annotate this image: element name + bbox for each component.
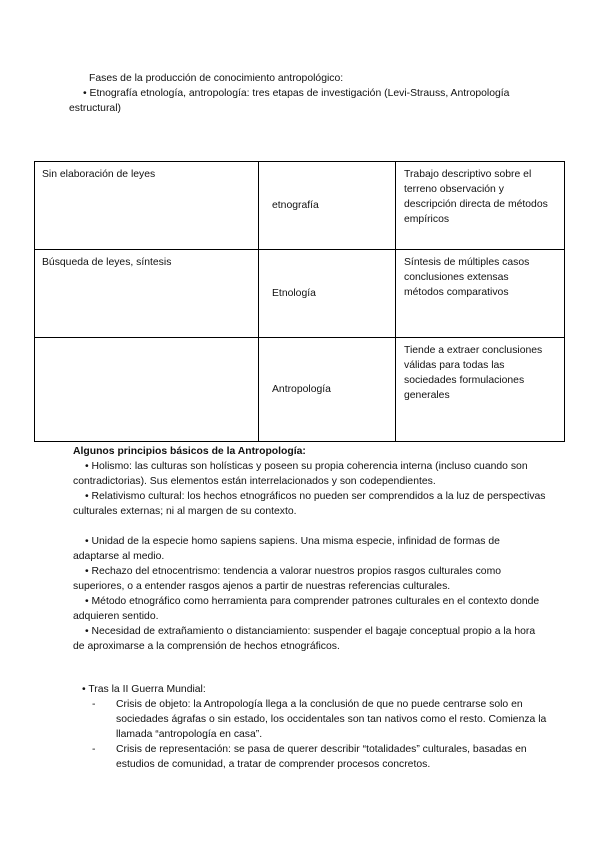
description-line: empíricos xyxy=(404,214,450,225)
description-line: métodos comparativos xyxy=(404,287,509,298)
table-cell-criterion: Búsqueda de leyes, síntesis xyxy=(35,250,259,338)
principle-line: • Rechazo del etnocentrismo: tendencia a valorar nuestros propios rasgos culturales como xyxy=(85,566,502,577)
principle-item xyxy=(73,489,573,519)
description-line: conclusiones extensas xyxy=(404,272,509,283)
intro-heading: Fases de la producción de conocimiento antropológico: xyxy=(89,73,344,84)
table-cell-description xyxy=(396,338,565,442)
table-cell-phase: etnografía xyxy=(259,162,396,250)
principle-line: • Unidad de la especie homo sapiens sapiens. Una misma especie, infinidad de formas de xyxy=(85,536,500,547)
description-line: generales xyxy=(404,390,450,401)
intro-bullet-line-2: estructural) xyxy=(69,103,121,114)
postwar-line: Crisis de objeto: la Antropología llega a la conclusión de que no puede centrarse solo en xyxy=(116,699,523,710)
principle-line: de aproximarse a la comprensión de hechos etnográficos. xyxy=(73,641,340,652)
description-line: Trabajo descriptivo sobre el xyxy=(404,169,532,180)
intro-section xyxy=(69,71,573,116)
principle-item xyxy=(73,594,573,624)
intro-bullet-line-1: • Etnografía etnología, antropología: tres etapas de investigación (Levi-Strauss, Antropología xyxy=(83,88,510,99)
principle-line: • Necesidad de extrañamiento o distanciamiento: suspender el bagaje conceptual propio a la hora xyxy=(85,626,536,637)
postwar-section xyxy=(78,682,573,772)
principle-line: adquieren sentido. xyxy=(73,611,159,622)
dash-marker: - xyxy=(92,744,96,755)
phases-table xyxy=(34,161,565,442)
postwar-line: sociedades ágrafas o sin estado, los occidentales son tan nativos como el resto. Comienza la xyxy=(116,714,547,725)
description-line: Síntesis de múltiples casos xyxy=(404,257,530,268)
principle-line: adaptarse al medio. xyxy=(73,551,165,562)
principle-item xyxy=(73,534,573,564)
principle-line: culturales externas; ni al margen de su contexto. xyxy=(73,506,297,517)
table-row xyxy=(35,162,565,250)
table-row xyxy=(35,250,565,338)
postwar-line: Crisis de representación: se pasa de querer describir “totalidades” culturales, basadas en xyxy=(116,744,527,755)
table-cell-criterion xyxy=(35,338,259,442)
postwar-bullet: • Tras la II Guerra Mundial: xyxy=(82,684,206,695)
principle-line: superiores, o a entender rasgos ajenos a partir de nuestras referencias culturales. xyxy=(73,581,451,592)
principle-item xyxy=(73,624,573,654)
table-cell-phase: Antropología xyxy=(259,338,396,442)
table-cell-description xyxy=(396,250,565,338)
postwar-item xyxy=(84,742,573,772)
description-line: sociedades formulaciones xyxy=(404,375,525,386)
description-line: Tiende a extraer conclusiones xyxy=(404,345,543,356)
principle-line: • Método etnográfico como herramienta para comprender patrones culturales en el contexto donde xyxy=(85,596,540,607)
dash-marker: - xyxy=(92,699,96,710)
principle-line: • Relativismo cultural: los hechos etnográficos no pueden ser comprendidos a la luz de perspectivas xyxy=(85,491,546,502)
table-row xyxy=(35,338,565,442)
table-cell-description xyxy=(396,162,565,250)
description-line: terreno observación y xyxy=(404,184,504,195)
postwar-line: estudios de comunidad, a tratar de comprender procesos concretos. xyxy=(116,759,431,770)
principle-line: contradictorias). Sus elementos están interrelacionados y son codependientes. xyxy=(73,476,436,487)
postwar-line: llamada “antropología en casa”. xyxy=(116,729,263,740)
principle-line: • Holismo: las culturas son holísticas y poseen su propia coherencia interna (incluso cuando son xyxy=(85,461,528,472)
spacer xyxy=(73,519,573,534)
table-cell-criterion: Sin elaboración de leyes xyxy=(35,162,259,250)
principles-title: Algunos principios básicos de la Antropología: xyxy=(73,446,306,457)
principles-section xyxy=(73,444,573,654)
principle-item xyxy=(73,459,573,489)
table-cell-phase: Etnología xyxy=(259,250,396,338)
principle-item xyxy=(73,564,573,594)
description-line: válidas para todas las xyxy=(404,360,505,371)
description-line: descripción directa de métodos xyxy=(404,199,548,210)
postwar-item xyxy=(84,697,573,742)
